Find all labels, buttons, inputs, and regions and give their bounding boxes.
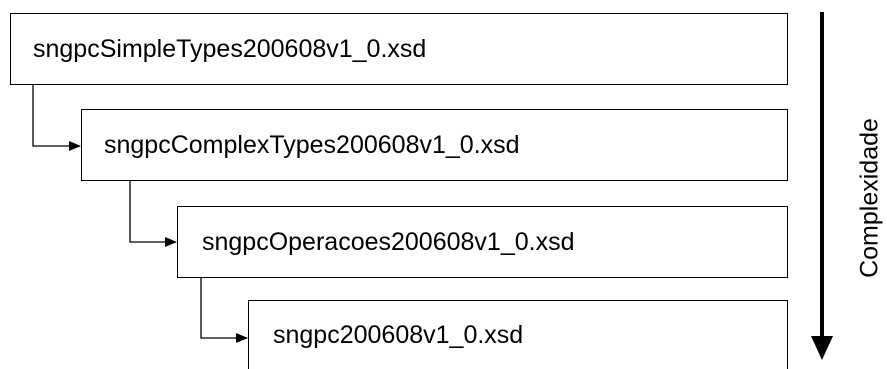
- file-label-operacoes: sngpcOperacoes200608v1_0.xsd: [202, 227, 575, 256]
- complexity-axis-label: Complexidade: [855, 118, 884, 278]
- connector-arrow-1: [33, 85, 80, 146]
- file-label-complex-types: sngpcComplexTypes200608v1_0.xsd: [104, 130, 520, 159]
- connector-arrow-2: [130, 181, 176, 242]
- connector-arrow-3: [201, 278, 247, 338]
- complexity-axis-arrowhead: [811, 336, 833, 360]
- file-label-main: sngpc200608v1_0.xsd: [273, 320, 524, 349]
- file-label-simple-types: sngpcSimpleTypes200608v1_0.xsd: [33, 34, 427, 63]
